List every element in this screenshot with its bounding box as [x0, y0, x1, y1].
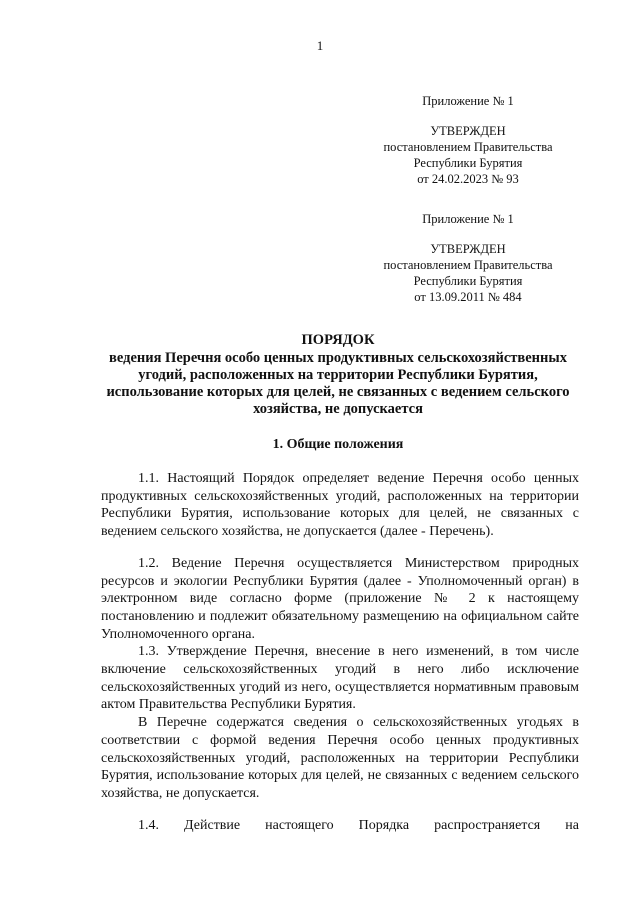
approval-date: от 24.02.2023 № 93 — [417, 172, 519, 186]
document-title: ПОРЯДОК — [301, 332, 375, 348]
paragraph-1-2: 1.2. Ведение Перечня осуществляется Министерством природных ресурсов и экологии Республики Бурятия (далее - Уполномоченный орган) в электронном виде согласно форме (приложение № 2 к настоящему постановлению и подлежит обязательному размещению на официальном сайте Уполномоченного органа. — [101, 555, 579, 642]
document-title-block — [96, 332, 580, 418]
document-subtitle: ведения Перечня особо ценных продуктивных сельскохозяйственных угодий, расположенных на территории Республики Бурятия, использование которых для целей, не связанных с ведением сельского хозяйства, не допускается — [106, 350, 570, 417]
approval-line: постановлением Правительства — [383, 258, 553, 272]
page-number: 1 — [316, 38, 324, 53]
approved-label: УТВЕРЖДЕН — [430, 242, 506, 256]
paragraph-1-1: 1.1. Настоящий Порядок определяет ведение Перечня особо ценных продуктивных сельскохозяйственных угодий, расположенных на территории Республики Бурятия, использование которых для целей, не связанных с ведением сельского хозяйства, не допускается (далее - Перечень). — [101, 471, 579, 540]
appendix-label: Приложение № 1 — [422, 94, 514, 108]
approval-block-2011 — [360, 211, 576, 305]
appendix-label: Приложение № 1 — [422, 212, 514, 226]
paragraph-1-3: 1.3. Утверждение Перечня, внесение в него изменений, в том числе включение сельскохозяйственных угодий в него либо исключение сельскохозяйственных угодий из него, осуществляется нормативным правовым актом Правительства Республики Бурятия. — [101, 644, 579, 713]
document-body — [101, 470, 579, 834]
approval-block-2023 — [360, 93, 576, 187]
approval-line: Республики Бурятия — [413, 274, 523, 288]
approval-line: Республики Бурятия — [413, 156, 523, 170]
approved-label: УТВЕРЖДЕН — [430, 124, 506, 138]
section-heading: 1. Общие положения — [272, 437, 404, 452]
approval-line: постановлением Правительства — [383, 140, 553, 154]
approval-date: от 13.09.2011 № 484 — [414, 290, 522, 304]
paragraph-1-4: 1.4. Действие настоящего Порядка распространяется на — [138, 817, 579, 833]
paragraph-1-3-continued: В Перечне содержатся сведения о сельскохозяйственных угодьях в соответствии с формой ведения Перечня особо ценных продуктивных сельскохозяйственных угодий, расположенных на территории Республики Бурятия, использование которых для целей, не связанных с ведением сельского хозяйства, не допускается. — [101, 715, 579, 801]
